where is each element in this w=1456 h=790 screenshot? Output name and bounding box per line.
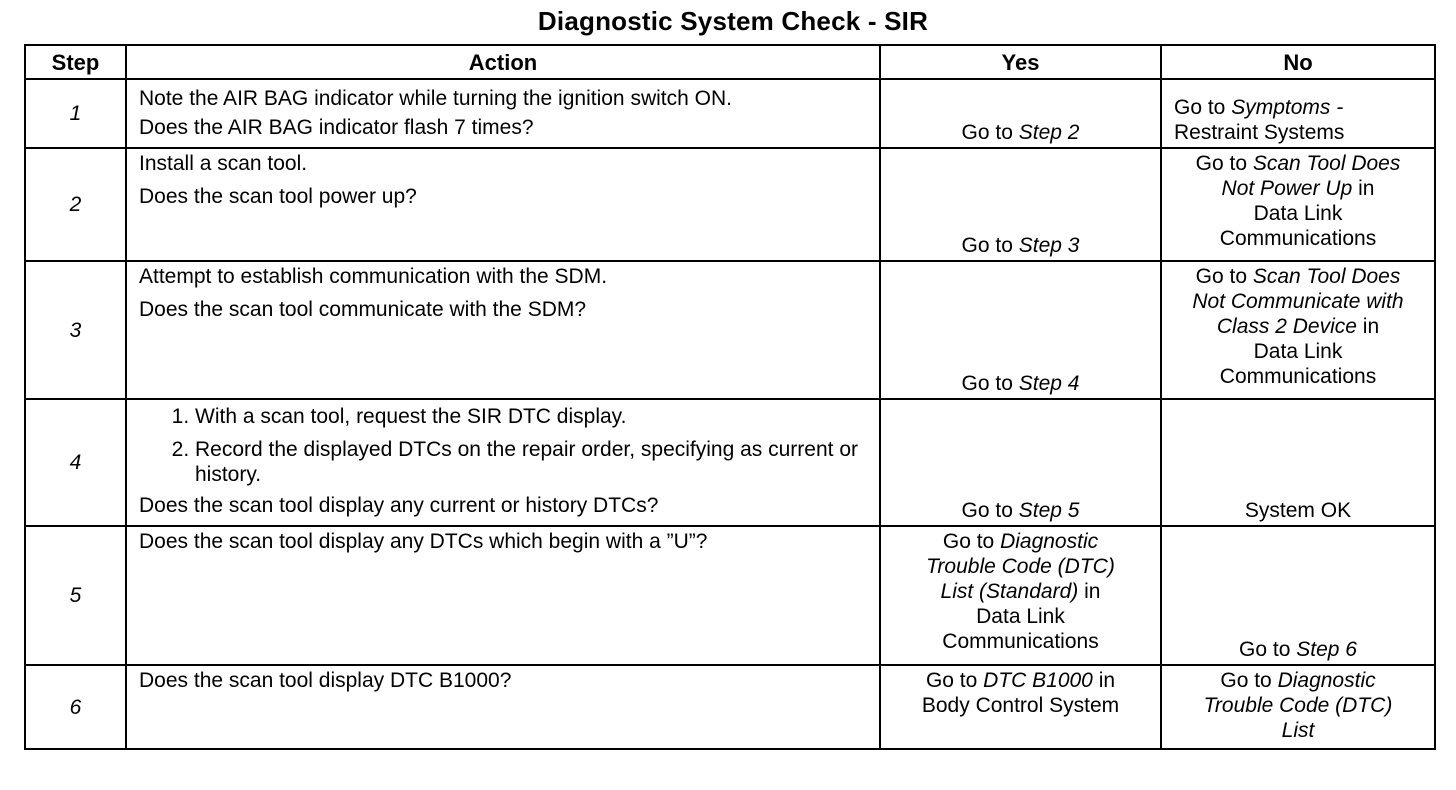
no-result[interactable]: Go to Scan Tool Does Not Communicate with Class 2 Device in Data Link Communications: [1192, 265, 1404, 388]
column-header-action: Action: [126, 45, 880, 79]
action-steps-list: [139, 404, 869, 487]
no-cell: [1161, 79, 1435, 148]
yes-result[interactable]: Go to Step 3: [961, 234, 1080, 257]
scan-tool-link[interactable]: Not Power Up: [1221, 177, 1353, 200]
no-result[interactable]: Go to Symptoms - Restraint Systems: [1174, 96, 1345, 144]
yes-result[interactable]: Go to Step 2: [961, 121, 1080, 144]
column-header-step: Step: [25, 45, 126, 79]
yes-result[interactable]: Go to DTC B1000 in Body Control System: [921, 669, 1120, 717]
action-instruction: Note the AIR BAG indicator while turning the ignition switch ON.: [139, 87, 732, 110]
table-row: [25, 79, 1435, 148]
list-item: 1. With a scan tool, request the SIR DTC display.: [195, 404, 869, 429]
yes-cell: [880, 399, 1161, 526]
step-number: 6: [25, 665, 126, 749]
dtc-list-link[interactable]: List (Standard): [940, 580, 1079, 603]
action-cell: [126, 526, 880, 665]
step-number: 5: [25, 526, 126, 665]
step-link[interactable]: Step 4: [1018, 372, 1080, 395]
action-question: Does the scan tool communicate with the SDM?: [139, 298, 587, 321]
action-instruction: Attempt to establish communication with the SDM.: [139, 265, 608, 288]
class2-link[interactable]: Class 2 Device: [1216, 315, 1357, 338]
step-link[interactable]: Step 5: [1018, 499, 1080, 522]
no-cell: [1161, 148, 1435, 261]
yes-cell: [880, 526, 1161, 665]
table-row: [25, 399, 1435, 526]
yes-result[interactable]: Go to Step 4: [961, 372, 1080, 395]
yes-result[interactable]: Go to Diagnostic Trouble Code (DTC) List (Standard) in Data Link Communications: [926, 530, 1115, 653]
page-title: Diagnostic System Check - SIR: [537, 6, 929, 36]
column-header-no: No: [1161, 45, 1435, 79]
action-cell: [126, 148, 880, 261]
dtc-b1000-link[interactable]: DTC B1000: [983, 669, 1093, 692]
list-item: 2. Record the displayed DTCs on the repair order, specifying as current or history.: [195, 437, 869, 487]
action-question: Does the scan tool power up?: [139, 185, 417, 208]
action-instruction: Install a scan tool.: [139, 152, 308, 175]
dtc-list-link[interactable]: List: [1281, 719, 1315, 742]
table-row: [25, 665, 1435, 749]
step-number: 1: [25, 79, 126, 148]
no-result[interactable]: Go to Diagnostic Trouble Code (DTC) List: [1203, 669, 1393, 742]
yes-cell: [880, 148, 1161, 261]
action-cell: [126, 79, 880, 148]
column-header-yes: Yes: [880, 45, 1161, 79]
action-question: Does the scan tool display any DTCs which begin with a ”U”?: [139, 530, 708, 553]
action-cell: [126, 399, 880, 526]
yes-cell: [880, 261, 1161, 399]
step-number: 3: [25, 261, 126, 399]
step-number: 4: [25, 399, 126, 526]
yes-result[interactable]: Go to Step 5: [961, 499, 1080, 522]
no-result: System OK: [1244, 499, 1352, 522]
table-row: [25, 148, 1435, 261]
no-result[interactable]: Go to Scan Tool Does Not Power Up in Data Link Communications: [1195, 152, 1401, 250]
step-number: 2: [25, 148, 126, 261]
table-row: [25, 261, 1435, 399]
no-cell: [1161, 261, 1435, 399]
yes-cell: [880, 79, 1161, 148]
no-cell: [1161, 665, 1435, 749]
no-cell: [1161, 399, 1435, 526]
action-cell: [126, 665, 880, 749]
action-question: Does the AIR BAG indicator flash 7 times?: [139, 116, 534, 139]
action-question: Does the scan tool display DTC B1000?: [139, 669, 512, 692]
no-result[interactable]: Go to Step 6: [1239, 638, 1357, 661]
step-link[interactable]: Step 6: [1296, 638, 1357, 661]
table-row: [25, 526, 1435, 665]
action-question: Does the scan tool display any current or history DTCs?: [139, 494, 659, 517]
symptoms-link[interactable]: Symptoms -: [1231, 96, 1344, 119]
step-link[interactable]: Step 3: [1018, 234, 1080, 257]
yes-cell: [880, 665, 1161, 749]
step-link[interactable]: Step 2: [1018, 121, 1080, 144]
no-cell: [1161, 526, 1435, 665]
action-cell: [126, 261, 880, 399]
table-header-row: [25, 45, 1435, 79]
diagnostic-table: [24, 44, 1436, 750]
